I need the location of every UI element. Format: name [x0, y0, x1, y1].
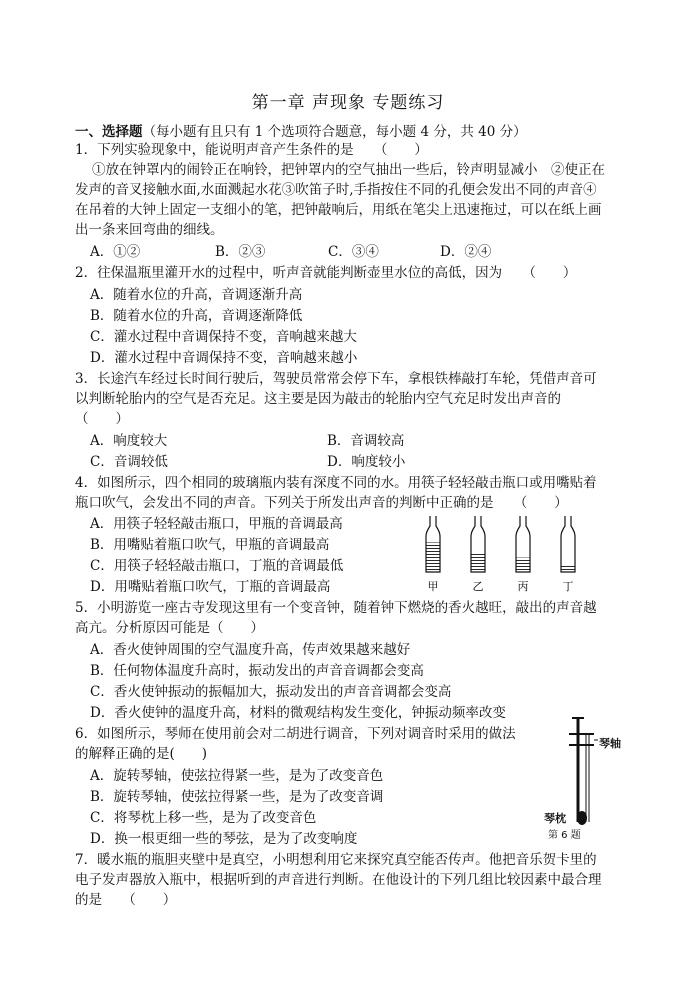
q5-option-b: B．任何物体温度升高时，振动发出的声音音调都会变高 [90, 663, 424, 679]
q3-option-b: B．音调较高 [327, 433, 405, 449]
bottle [561, 516, 575, 593]
q3-line: （ ） [75, 411, 129, 427]
q2-option-d: D．灌水过程中音调保持不变，音响越来越小 [90, 350, 358, 366]
q7-line: 7．暖水瓶的瓶胆夹壁中是真空，小明想利用它来探究真空能否传声。他把音乐贺卡里的 [75, 852, 597, 868]
bottle-label: 乙 [472, 580, 484, 593]
bottle-water [426, 542, 440, 572]
bottle-label: 甲 [427, 580, 439, 593]
q7-line: 电子发声器放入瓶中，根据听到的声音进行判断。在他设计的下列几组比较因素中最合理 [75, 872, 602, 888]
q1-body-line: 在吊着的大钟上固定一支细小的笔，把钟敲响后，用纸在笔尖上迅速拖过，可以在纸上画 [75, 202, 602, 218]
erhu-body [577, 811, 587, 825]
erhu-peg-label: 琴轴 [599, 737, 621, 750]
q3-option-a: A．响度较大 [90, 433, 168, 449]
q1-body-line: ①放在钟罩内的闹铃正在响铃，把钟罩内的空气抽出一些后，铃声明显减小 ②使正在 [92, 162, 605, 178]
q5-option-c: C．香火使钟振动的振幅加大，振动发出的声音音调都会变高 [90, 684, 452, 700]
q3-line: 3．长途汽车经过长时间行驶后，驾驶员常常会停下车，拿根铁棒敲打车轮，凭借声音可 [75, 371, 597, 387]
q1-option-b: B．②③ [215, 244, 266, 260]
bottle-label: 丁 [562, 580, 574, 593]
section-note: （每小题有且只有 1 个选项符合题意，每小题 4 分，共 40 分） [142, 124, 527, 140]
q5-line: 5．小明游览一座古寺发现这里有一个变音钟，随着钟下燃烧的香火越旺，敲出的声音越 [75, 600, 597, 616]
bottle-water [516, 558, 530, 572]
q4-line: 4．如图所示，四个相同的玻璃瓶内装有深度不同的水。用筷子轻轻敲击瓶口或用嘴贴着 [75, 475, 597, 491]
section-heading-label: 一、选择题 [75, 124, 143, 140]
page-title: 第一章 声现象 专题练习 [251, 93, 445, 113]
q6-option-a: A．旋转琴轴，使弦拉得紧一些，是为了改变音色 [90, 768, 384, 784]
q1-body-line: 出一条来回弯曲的细线。 [75, 222, 224, 238]
q2-stem: 2．往保温瓶里灌开水的过程中，听声音就能判断壶里水位的高低，因为 （ ） [75, 265, 577, 281]
q7-line: 的是 （ ） [75, 892, 177, 908]
q2-option-a: A．随着水位的升高，音调逐渐升高 [90, 287, 303, 303]
bottle [426, 516, 440, 593]
section-heading [75, 120, 527, 140]
q6-option-b: B．旋转琴轴，使弦拉得紧一些，是为了改变音调 [90, 789, 384, 805]
bottle [471, 516, 485, 593]
q4-line: 瓶口吹气，会发出不同的声音。下列关于所发出声音的判断中正确的是 （ ） [75, 495, 568, 511]
bottle-water [471, 552, 485, 572]
q5-option-d: D．香火使钟的温度升高，材料的微观结构发生变化，钟振动频率改变 [90, 705, 506, 721]
q6-option-d: D．换一根更细一些的琴弦，是为了改变响度 [90, 831, 358, 847]
q2-option-b: B．随着水位的升高，音调逐渐降低 [90, 308, 303, 324]
q1-stem: 1．下列实验现象中，能说明声音产生条件的是 （ ） [75, 142, 428, 158]
q4-option-c: C．用筷子轻轻敲击瓶口，丁瓶的音调最低 [90, 558, 344, 574]
q5-option-a: A．香火使钟周围的空气温度升高，传声效果越来越好 [90, 642, 411, 658]
q1-option-a: A．①② [90, 244, 141, 260]
q1-option-c: C．③④ [328, 244, 379, 260]
q4-option-d: D．用嘴贴着瓶口吹气，丁瓶的音调最高 [90, 579, 331, 595]
bottle [516, 516, 530, 593]
q1-option-d: D．②④ [440, 244, 492, 260]
erhu-nut-label: 琴枕 [544, 812, 566, 825]
q4-option-b: B．用嘴贴着瓶口吹气，甲瓶的音调最高 [90, 537, 330, 553]
q4-option-a: A．用筷子轻轻敲击瓶口，甲瓶的音调最高 [90, 516, 343, 532]
q3-option-c: C．音调较低 [90, 454, 168, 470]
q2-option-c: C．灌水过程中音调保持不变，音响越来越大 [90, 329, 357, 345]
bottles-figure [415, 508, 595, 598]
q3-line: 以判断轮胎内的空气是否充足。这主要是因为敲击的轮胎内空气充足时发出声音的 [75, 391, 561, 407]
q6-line: 的解释正确的是( ) [75, 746, 208, 762]
q6-option-c: C．将琴枕上移一些，是为了改变音色 [90, 810, 317, 826]
q6-line: 6．如图所示，琴师在使用前会对二胡进行调音，下列对调音时采用的做法 [75, 726, 516, 742]
bottle-water [561, 564, 575, 572]
q5-line: 高亢。分析原因可能是（ ） [75, 620, 264, 636]
bottle-outline [561, 516, 575, 572]
q3-option-d: D．响度较小 [327, 454, 406, 470]
erhu-caption: 第 6 题 [548, 830, 581, 841]
bottle-label: 丙 [517, 580, 529, 593]
q1-body-line: 发声的音叉接触水面,水面溅起水花③吹笛子时,手指按住不同的孔便会发出不同的声音④ [75, 182, 597, 198]
